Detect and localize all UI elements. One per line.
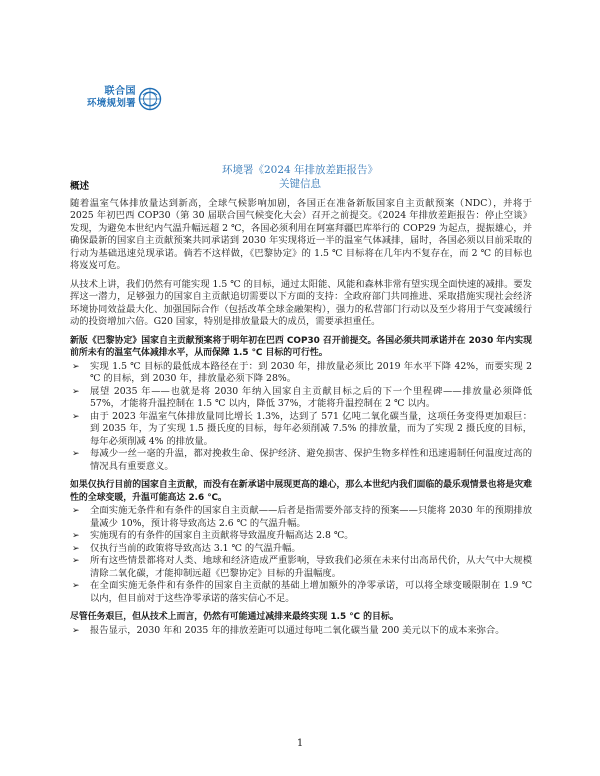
arrow-bullet-icon: ➢: [72, 361, 80, 372]
section2-bullets: [70, 505, 532, 605]
arrow-bullet-icon: ➢: [72, 411, 80, 422]
section3-bullets: [70, 625, 532, 638]
arrow-bullet-icon: ➢: [72, 556, 80, 566]
section1-heading: 新版《巴黎协定》国家自主贡献预案将于明年初在巴西 COP30 召开前提交。各国必须共同承诺并在 2030 年内实现前所未有的温室气体减排水平，从而保障 1.5 ℃ 目标的可行性。: [70, 335, 532, 358]
arrow-bullet-icon: ➢: [72, 531, 80, 541]
arrow-bullet-icon: ➢: [72, 506, 80, 516]
bullet-item: [70, 386, 532, 411]
bullet-item: [70, 530, 532, 543]
arrow-bullet-icon: ➢: [72, 625, 80, 636]
bullet-item: [70, 411, 532, 449]
bullet-item: [70, 580, 532, 605]
section2-heading: 如果仅执行目前的国家自主贡献，而没有在新承诺中展现更高的雄心，那么本世纪内我们面临的最乐观情景也将是灾难性的全球变暖，升温可能高达 2.6 ℃。: [70, 480, 532, 503]
section1-bullets: [70, 361, 532, 474]
bullet-text: 每减少一丝一毫的升温，都对挽救生命、保护经济、避免损害、保护生物多样性和迅速遏制任何温度过高的情况具有重要意义。: [90, 448, 532, 472]
overview-paragraph-2: 从技术上讲，我们仍然有可能实现 1.5 ℃ 的目标，通过太阳能、风能和森林非常有望实现全面快速的减排。要发挥这一潜力，足够强力的国家自主贡献追切需要以下方面的支持：全政府部门共同推进、采取措施实现社会经济环境协同效益最大化、加强国际合作（包括改革全球金融架构），强力的私营部门行动以及至少将用于气变减缓行动的投资增加六倍。G20 国家，特别是排放量最大的成员，需要承担重任。: [70, 278, 532, 327]
bullet-text: 仅执行当前的政策将导致高达 3.1 ℃ 的气温升幅。: [90, 542, 301, 554]
bullet-text: 在全面实施无条件和有条件的国家自主贡献的基础上增加额外的净零承诺，可以将全球变暖限制在 1.9 ℃ 以内，但目前对于这些净零承诺的落实信心不足。: [90, 580, 532, 604]
page-number: 1: [296, 738, 304, 749]
logo-text: [74, 86, 136, 110]
document-title: 环境署《2024 年排放差距报告》: [221, 164, 379, 176]
bullet-text: 实施现有的有条件的国家自主贡献将导致温度升幅高达 2.8 ℃。: [90, 530, 354, 541]
bullet-item: [70, 361, 532, 386]
arrow-bullet-icon: ➢: [72, 543, 80, 554]
document-body: [70, 181, 532, 643]
bullet-text: 实现 1.5 ℃ 目标的最低成本路径在于：到 2030 年，排放量必须比 2019 年水平下降 42%，而要实现 2 ℃ 的目标，到 2030 年，排放量必须下降 28%。: [90, 360, 532, 384]
arrow-bullet-icon: ➢: [72, 386, 80, 397]
bullet-text: 由于 2023 年温室气体排放量同比增长 1.3%，达到了 571 亿吨二氧化碳当量，这项任务变得更加艰巨：到 2035 年，为了实现 1.5 摄氏度的目标，每年必须削减 7.5% 的排放量，而为了实现 2 摄氏度的目标，每年必须削减 4% 的排放量。: [90, 410, 532, 447]
bullet-text: 展望 2035 年——也就是将 2030 年纳入国家自主贡献目标之后的下一个里程碑——排放量必须降低 57%，才能将升温控制在 1.5 ℃ 以内，降低 37%，才能将升温控制在 2 ℃ 以内。: [90, 385, 532, 409]
bullet-text: 全面实施无条件和有条件的国家自主贡献——后者是指需要外部支持的预案——只能将 2030 年的预期排放量减少 10%，预计将导致高达 2.6 ℃ 的气温升幅。: [90, 505, 532, 529]
arrow-bullet-icon: ➢: [72, 449, 80, 459]
bullet-item: [70, 448, 532, 473]
overview-heading: 概述: [70, 181, 90, 192]
bullet-text: 报告显示，2030 年和 2035 年的排放差距可以通过每吨二氧化碳当量 200 美元以下的成本来弥合。: [90, 624, 505, 636]
bullet-text: 所有这些情景都将对人类、地球和经济造成严重影响，导致我们必须在未来付出高昂代价，从大气中大规模清除二氧化碳，才能抑制远超《巴黎协定》目标的升温幅度。: [90, 555, 532, 579]
document-subtitle: 关键信息: [279, 178, 321, 190]
bullet-item: [70, 505, 532, 530]
overview-paragraph-1: 随着温室气体排放量达到新高，全球气候影响加剧，各国正在准备新版国家自主贡献预案（NDC），并将于 2025 年初巴西 COP30（第 30 届联合国气候变化大会）召开之前提交。《2024 年排放差距报告：停止空谈》发现，为避免本世纪内气温升幅远超 2 ℃，各国必须利用在阿塞拜疆巴库举行的 COP29 为起点，提振雄心，并确保最新的国家自主贡献预案共同承诺到 2030 年实现将近一半的温室气体减排，届时，各国必须以目前采取的行动为基础迅速兑现承诺。倘若不这样做，《巴黎协定》的 1.5 ℃ 目标将在几年内不复存在，而 2 ℃ 的目标也将岌岌可危。: [70, 197, 532, 271]
bullet-item: [70, 555, 532, 580]
un-emblem-icon: [138, 87, 162, 111]
logo-line1: 联合国: [104, 86, 136, 97]
unep-logo: [74, 86, 164, 114]
logo-line2: 环境规划署: [86, 98, 136, 109]
bullet-item: [70, 543, 532, 556]
section3-heading: 尽管任务艰巨，但从技术上而言，仍然有可能通过减排来最终实现 1.5 ℃ 的目标。: [70, 612, 399, 622]
bullet-item: [70, 625, 532, 638]
arrow-bullet-icon: ➢: [72, 581, 80, 591]
